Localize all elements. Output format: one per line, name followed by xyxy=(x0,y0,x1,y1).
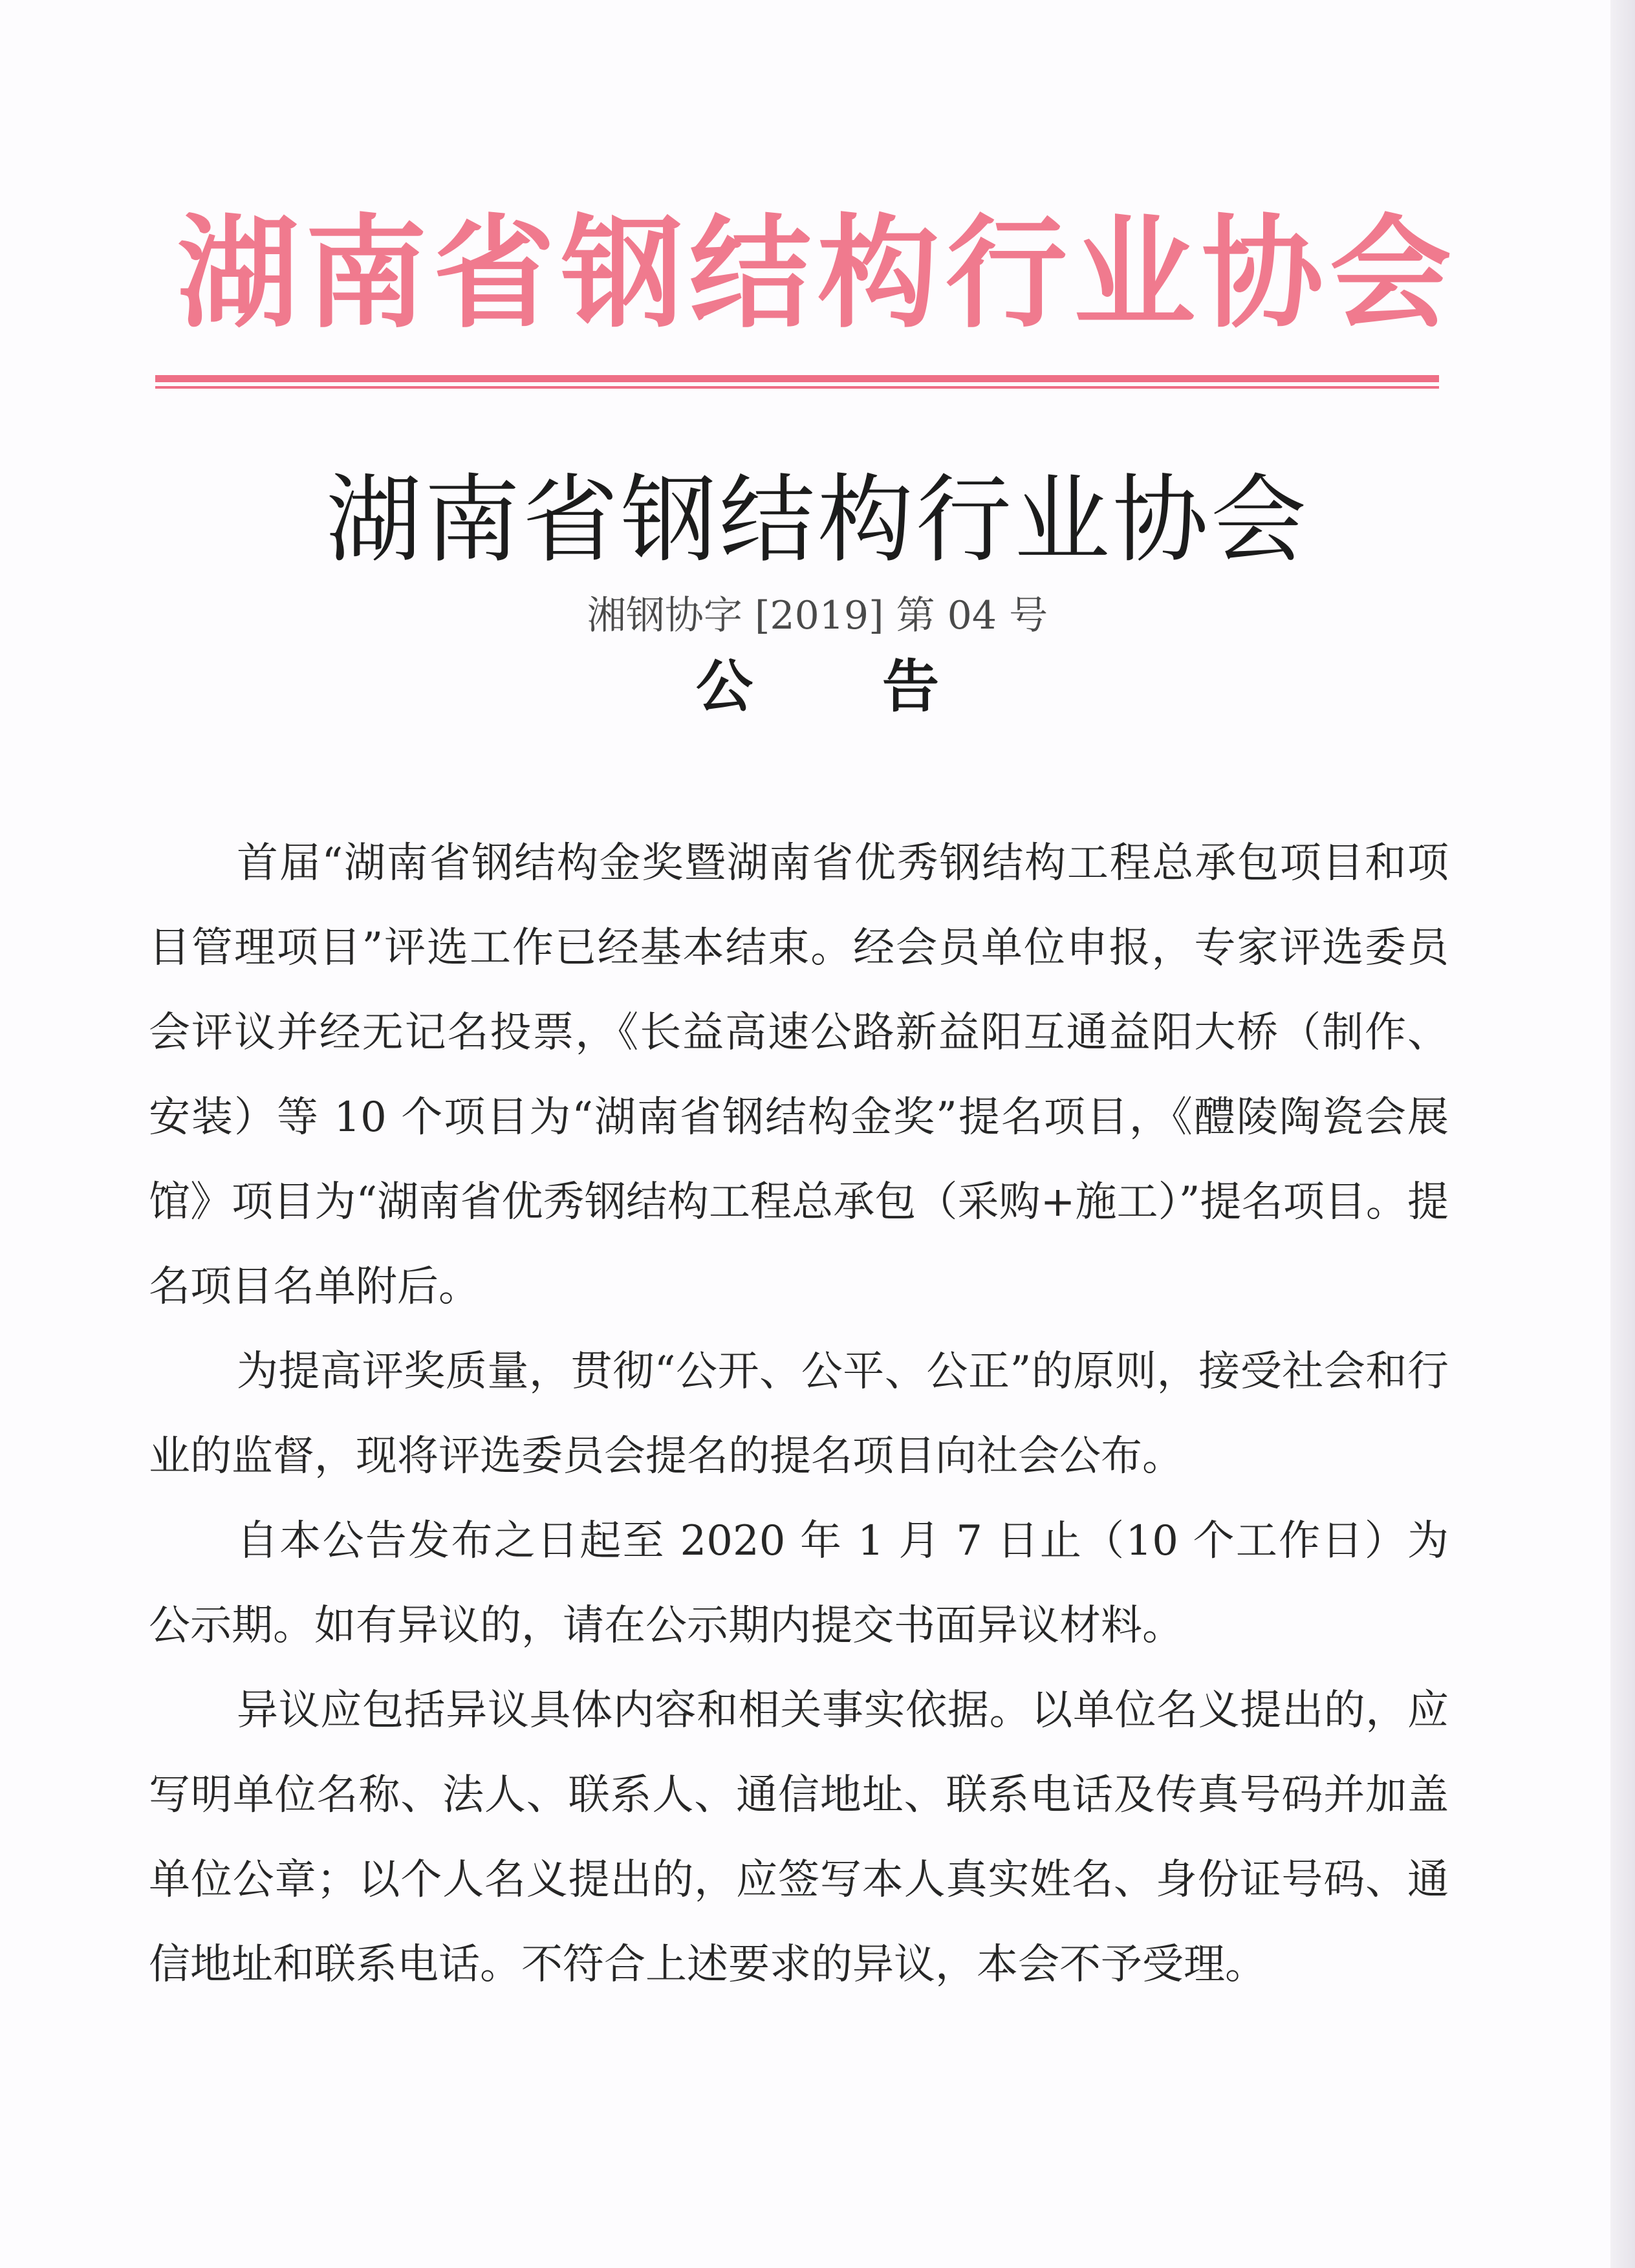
notice-body xyxy=(149,821,1449,2007)
body-paragraph-3: 自本公告发布之日起至 2020 年 1 月 7 日止（10 个工作日）为公示期。如有异议的，请在公示期内提交书面异议材料。 xyxy=(149,1517,1449,1650)
body-paragraph-4: 异议应包括异议具体内容和相关事实依据。以单位名义提出的，应写明单位名称、法人、联系人、通信地址、联系电话及传真号码并加盖单位公章；以个人名义提出的，应签写本人真实姓名、身份证号码、通信地址和联系电话。不符合上述要求的异议，本会不予受理。 xyxy=(149,1687,1449,1989)
body-paragraph-2: 为提高评奖质量，贯彻“公开、公平、公正”的原则，接受社会和行业的监督，现将评选委员会提名的提名项目向社会公布。 xyxy=(149,1348,1449,1480)
org-title: 湖南省钢结构行业协会 xyxy=(326,464,1309,576)
letterhead-rule-thin xyxy=(155,386,1439,389)
letterhead-rule-thick xyxy=(155,375,1439,382)
document-number: 湘钢协字 [2019] 第 04 号 xyxy=(587,593,1048,638)
body-paragraph-1: 首届“湖南省钢结构金奖暨湖南省优秀钢结构工程总承包项目和项目管理项目”评选工作已经基本结束。经会员单位申报，专家评选委员会评议并经无记名投票，《长益高速公路新益阳互通益阳大桥（制作、安装）等 10 个项目为“湖南省钢结构金奖”提名项目，《醴陵陶瓷会展馆》项目为“湖南省优秀钢结构工程总承包（采购+施工）”提名项目。提名项目名单附后。 xyxy=(149,839,1449,1311)
notice-title: 公告 xyxy=(695,653,1068,720)
scan-edge xyxy=(1610,0,1635,2268)
letterhead-title: 湖南省钢结构行业协会 xyxy=(177,203,1458,345)
